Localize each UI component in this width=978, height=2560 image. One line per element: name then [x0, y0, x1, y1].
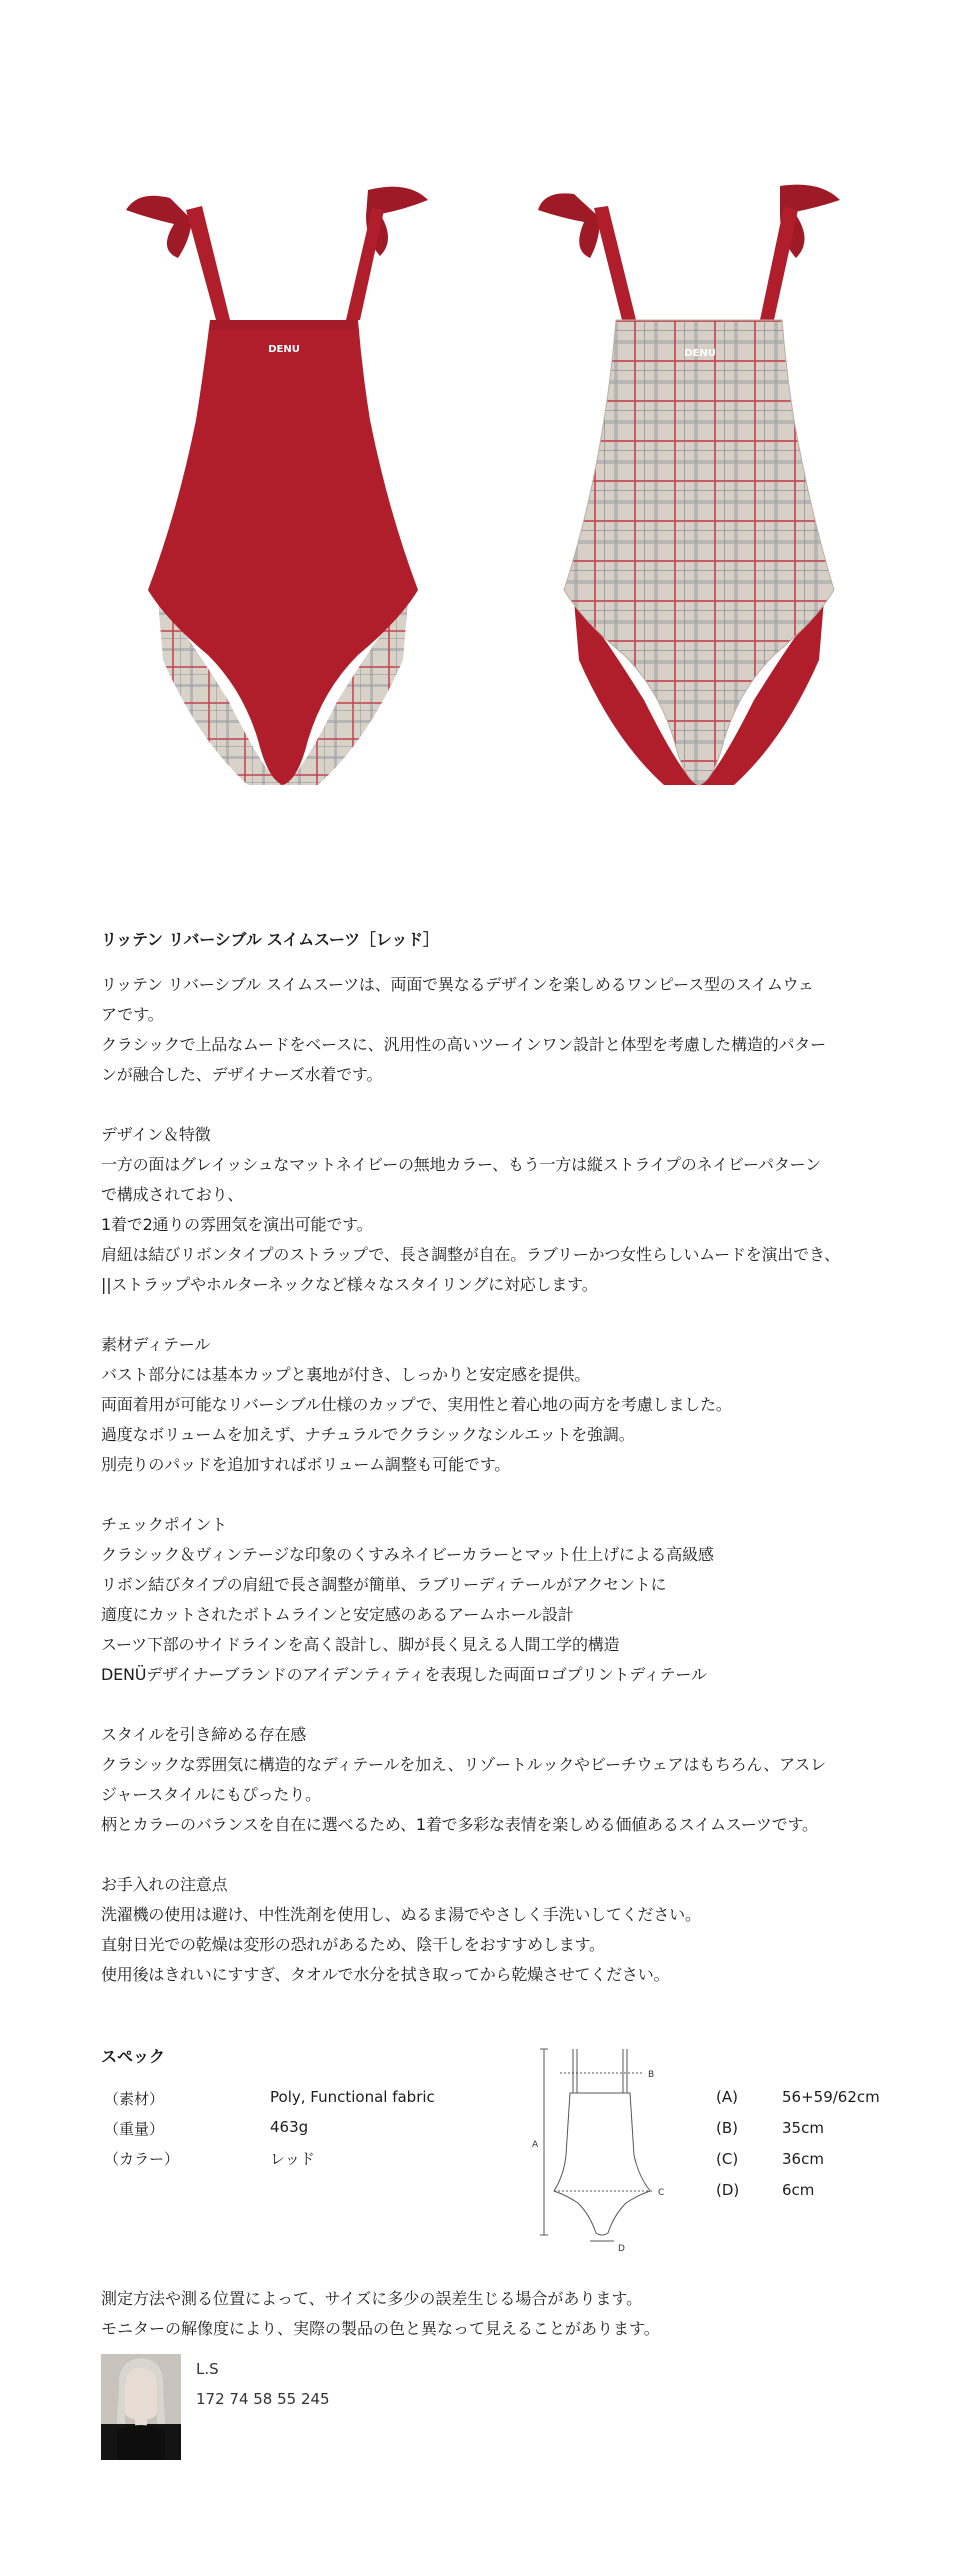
checkpoint-section: チェックポイント クラシック＆ヴィンテージな印象のくすみネイビーカラーとマット仕上げによる高級感 リボン結びタイプの肩紐で長さ調整が簡単、ラブリーディテールがアクセントに 適度にカットされたボトムラインと安定感のあるアームホール設計 スーツ下部のサイドラインを高く設計し、脚が長く見える人間工学的構造 DENÜデザイナーブランドのアイデンティティを表現した両面ロゴプリントディテール	[101, 1510, 901, 1690]
section-heading: スタイルを引き締める存在感	[101, 1725, 307, 1744]
model-measurements: 172 74 58 55 245	[196, 2390, 330, 2408]
material-section: 素材ディテール バスト部分には基本カップと裏地が付き、しっかりと安定感を提供。 両面着用が可能なリバーシブル仕様のカップで、実用性と着心地の両方を考慮しました。 過度なボリュームを加えず、ナチュラルでクラシックなシルエットを強調。 別売りのパッドを追加すればボリューム調整も可能です。	[101, 1330, 901, 1480]
intro-paragraph: リッテン リバーシブル スイムスーツは、両面で異なるデザインを楽しめるワンピース型のスイムウェ アです。 クラシックで上品なムードをベースに、汎用性の高いツーインワン設計と体型を考慮した構造的パター ンが融合した、デザイナーズ水着です。	[101, 975, 826, 1084]
design-section: デザイン＆特徴 一方の面はグレイッシュなマットネイビーの無地カラー、もう一方は縦ストライプのネイビーパターン で構成されており、 1着で2通りの雰囲気を演出可能です。 肩紐は結びリボンタイプのストラップで、長さ調整が自在。ラブリーかつ女性らしいムードを演出でき、 ||ストラップやホルターネックなど様々なスタイリングに対応します。	[101, 1120, 901, 1300]
product-image-red-side	[118, 180, 448, 790]
product-title: リッテン リバーシブル スイムスーツ［レッド］	[101, 930, 439, 949]
section-heading: 素材ディテール	[101, 1335, 211, 1354]
svg-text:B: B	[648, 2070, 655, 2080]
model-info	[196, 2354, 330, 2414]
product-image-area	[0, 0, 978, 860]
section-heading: お手入れの注意点	[101, 1875, 228, 1894]
section-heading: デザイン＆特徴	[101, 1125, 211, 1144]
care-section: お手入れの注意点 洗濯機の使用は避け、中性洗剤を使用し、ぬるま湯でやさしく手洗いしてください。 直射日光での乾燥は変形の恐れがあるため、陰干しをおすすめします。 使用後はきれいにすすぎ、タオルで水分を拭き取ってから乾燥させてください。	[101, 1870, 901, 1990]
size-notes: 測定方法や測る位置によって、サイズに多少の誤差生じる場合があります。 モニターの解像度により、実際の製品の色と異なって見えることがあります。	[101, 2289, 660, 2338]
product-image-plaid-side	[534, 180, 864, 790]
style-section: スタイルを引き締める存在感 クラシックな雰囲気に構造的なディテールを加え、リゾートルックやビーチウェアはもちろん、アスレ ジャースタイルにもぴったり。 柄とカラーのバランスを自在に選べるため、1着で多彩な表情を楽しめる価値あるスイムスーツです。	[101, 1720, 901, 1840]
product-description	[101, 928, 901, 2020]
svg-text:D: D	[618, 2244, 625, 2254]
svg-text:A: A	[532, 2140, 539, 2150]
brand-logo: DENU	[268, 344, 300, 355]
section-heading: チェックポイント	[101, 1515, 227, 1534]
model-photo	[101, 2354, 181, 2460]
spec-title: スペック	[101, 2047, 166, 2066]
svg-text:C: C	[658, 2188, 665, 2198]
size-diagram	[530, 2045, 690, 2255]
brand-logo-plaid: DENU	[684, 348, 716, 359]
model-size: L.S	[196, 2360, 219, 2378]
